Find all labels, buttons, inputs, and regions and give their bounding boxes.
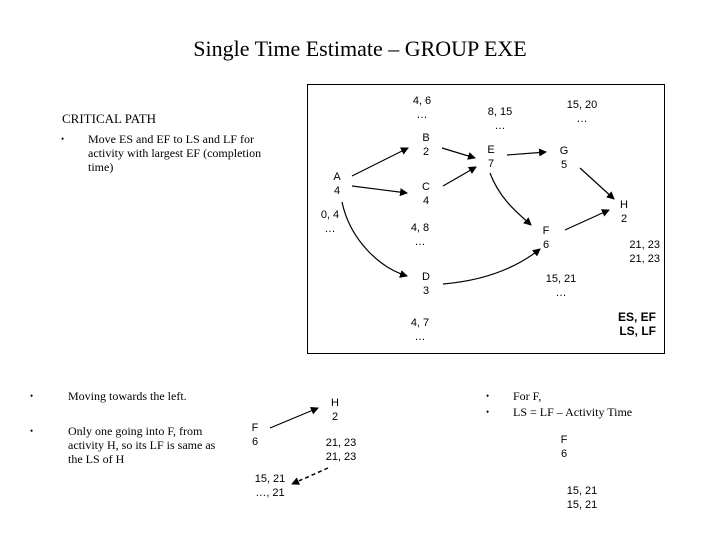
arrow-e-f xyxy=(490,173,531,225)
left-note-1: Moving towards the left. xyxy=(68,389,187,403)
label-e xyxy=(476,105,524,133)
label-h xyxy=(612,238,660,266)
mini-label-f-line2: …, 21 xyxy=(255,487,285,499)
node-h-name: H xyxy=(620,199,628,211)
label-c-line1: 4, 8 xyxy=(410,222,430,234)
bullet-icon: • xyxy=(61,134,65,144)
node-a xyxy=(322,170,352,198)
right-note-2: LS = LF – Activity Time xyxy=(513,405,633,419)
arrow-a-b xyxy=(352,148,408,176)
legend-es-ef: ES, EF xyxy=(617,310,656,324)
legend xyxy=(600,310,656,338)
node-g-time: 5 xyxy=(560,159,568,171)
arrow-e-g xyxy=(507,152,546,155)
label-e-line2: … xyxy=(494,120,506,132)
node-f-time: 6 xyxy=(542,239,550,251)
node-e xyxy=(476,143,506,171)
mini-node-f xyxy=(244,421,266,449)
label-c-line2: … xyxy=(414,236,426,248)
node-h xyxy=(609,198,639,226)
label-a-line2: … xyxy=(324,223,336,235)
label-d-line1: 4, 7 xyxy=(410,317,430,329)
label-g-line1: 15, 20 xyxy=(566,99,598,111)
bullet-icon: • xyxy=(486,391,490,401)
right-node-f xyxy=(552,433,576,461)
node-f xyxy=(531,224,561,252)
label-f-line2: … xyxy=(555,287,567,299)
right-node-f-name: F xyxy=(560,434,568,446)
bullet-icon: • xyxy=(486,407,490,417)
arrow-c-e xyxy=(443,167,476,186)
label-g-line2: … xyxy=(576,113,588,125)
critical-path-bullet: Move ES and EF to LS and LF for activity with largest EF (completion time) xyxy=(88,132,262,174)
arrow-mini-dashed xyxy=(292,468,328,484)
node-a-time: 4 xyxy=(333,185,341,197)
mini-label-f-line1: 15, 21 xyxy=(254,473,286,485)
mini-label-f xyxy=(246,472,294,500)
node-d xyxy=(410,270,442,298)
node-a-name: A xyxy=(333,171,341,183)
node-d-time: 3 xyxy=(422,285,430,297)
label-d-line2: … xyxy=(414,331,426,343)
arrow-g-h xyxy=(580,168,614,199)
label-b xyxy=(400,94,444,122)
right-label-f-line2: 15, 21 xyxy=(566,499,598,511)
mini-label-h xyxy=(318,436,364,464)
arrow-mini-f-h xyxy=(270,408,318,428)
label-a xyxy=(310,208,350,236)
label-b-line2: … xyxy=(416,109,428,121)
right-node-f-time: 6 xyxy=(560,448,568,460)
node-h-time: 2 xyxy=(620,213,628,225)
left-note-2: Only one going into F, from activity H, so its LF is same as the LS of H xyxy=(68,424,216,466)
page-title: Single Time Estimate – GROUP EXE xyxy=(193,36,527,61)
node-d-name: D xyxy=(422,271,430,283)
arrow-f-h xyxy=(565,210,609,230)
node-b xyxy=(410,131,442,159)
arrow-d-f xyxy=(443,249,540,284)
label-e-line1: 8, 15 xyxy=(487,106,513,118)
label-d xyxy=(398,316,442,344)
mini-label-h-line2: 21, 23 xyxy=(325,451,357,463)
node-b-name: B xyxy=(422,132,430,144)
critical-path-heading: CRITICAL PATH xyxy=(62,111,157,126)
node-c-time: 4 xyxy=(422,195,430,207)
right-note-1: For F, xyxy=(513,389,542,403)
right-label-f-line1: 15, 21 xyxy=(566,485,598,497)
label-a-line1: 0, 4 xyxy=(320,209,340,221)
node-b-time: 2 xyxy=(422,146,430,158)
bullet-icon: • xyxy=(30,391,34,401)
arrow-b-e xyxy=(442,148,475,158)
mini-label-h-line1: 21, 23 xyxy=(325,437,357,449)
mini-node-f-name: F xyxy=(251,422,259,434)
label-f xyxy=(536,272,586,300)
label-f-line1: 15, 21 xyxy=(545,273,577,285)
node-e-time: 7 xyxy=(487,158,495,170)
node-e-name: E xyxy=(487,144,495,156)
mini-node-h-name: H xyxy=(331,397,339,409)
arrow-a-c xyxy=(352,186,407,193)
label-c xyxy=(398,221,442,249)
label-g xyxy=(556,98,608,126)
node-c xyxy=(410,180,442,208)
legend-ls-lf: LS, LF xyxy=(619,324,656,338)
mini-node-h-time: 2 xyxy=(331,411,339,423)
mini-node-h xyxy=(320,396,350,424)
mini-node-f-time: 6 xyxy=(251,436,259,448)
node-f-name: F xyxy=(542,225,550,237)
bullet-icon: • xyxy=(30,426,34,436)
node-g xyxy=(549,144,579,172)
right-label-f xyxy=(558,484,606,512)
node-c-name: C xyxy=(422,181,430,193)
label-h-line1: 21, 23 xyxy=(629,239,660,251)
label-b-line1: 4, 6 xyxy=(412,95,432,107)
node-g-name: G xyxy=(559,145,569,157)
label-h-line2: 21, 23 xyxy=(629,253,660,265)
